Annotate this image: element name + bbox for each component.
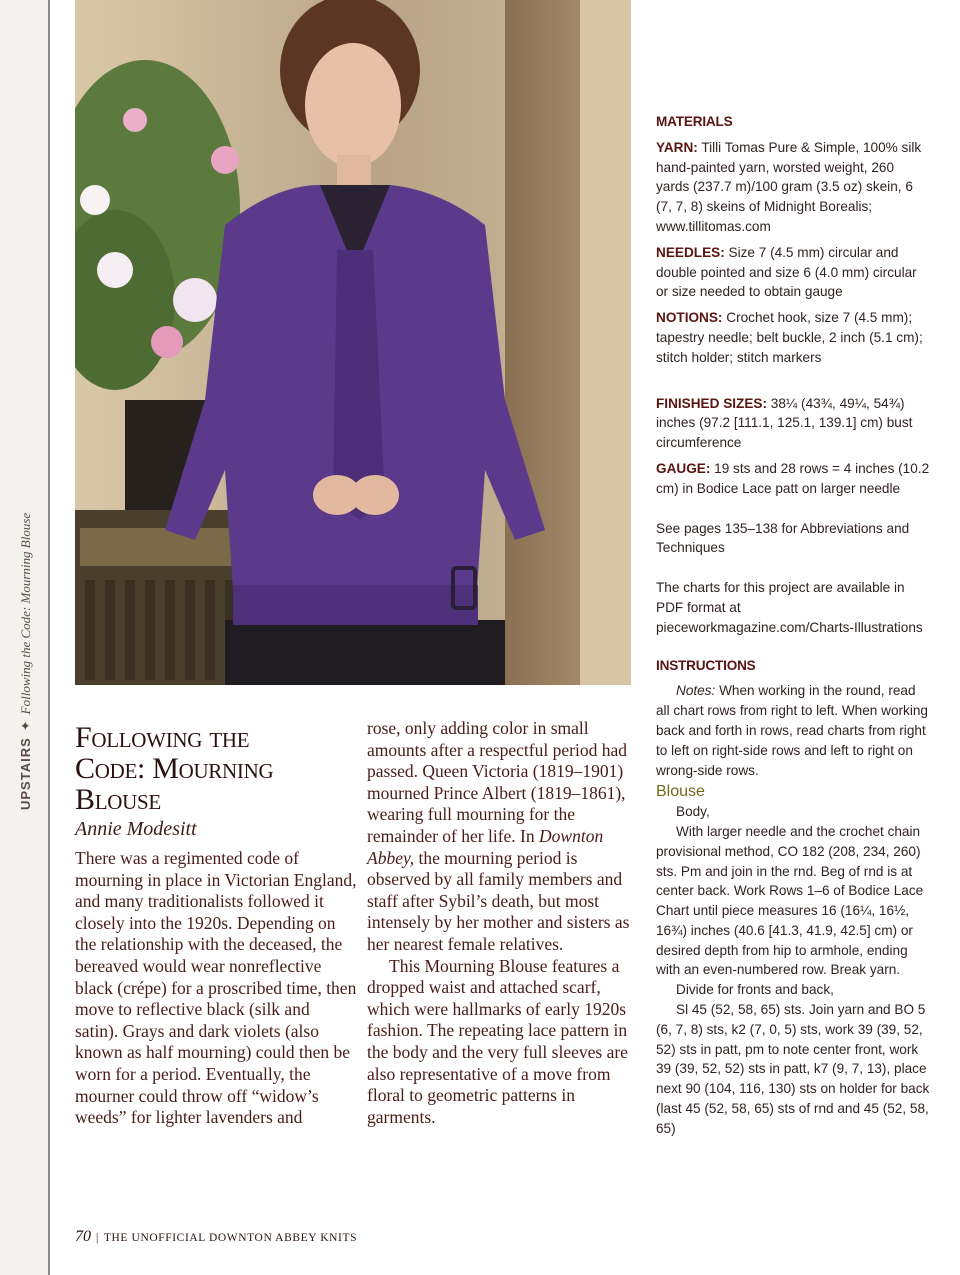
model-photo	[75, 0, 631, 685]
see-pages-note: See pages 135–138 for Abbreviations and Techniques	[656, 520, 910, 556]
gauge-label: GAUGE:	[656, 460, 711, 476]
photo-illustration	[75, 0, 631, 685]
notions-text: Crochet hook, size 7 (4.5 mm); tapestry needle; belt buckle, 2 inch (5.1 cm); stitch holder; stitch markers	[656, 310, 923, 365]
paragraph-text: rose, only adding color in small amounts after a respectful period had passed. Queen Victoria (1819–1901) mourned Prince Albert (1819–1861), wearing full mourning for the remainder of her life. In	[367, 718, 627, 846]
article-title	[75, 722, 350, 815]
show-title: Downton Abbey,	[367, 825, 604, 868]
sizes-spec	[656, 394, 931, 453]
page-number: 70	[75, 1228, 91, 1245]
paragraph-text: the mourning period is observed by all family members and staff after Sybil’s death, but most intensely by her mother and sisters as her nearest female relatives.	[367, 847, 630, 954]
article-paragraph: This Mourning Blouse features a dropped waist and attached scarf, which were hallmarks of early 1920s fashion. The repeating lace pattern in the body and the very full sleeves are also representative of a move from floral to geometric patterns in garments.	[367, 955, 628, 1127]
notes-paragraph	[656, 681, 931, 780]
title-line: Following the	[75, 721, 250, 754]
notes-label: Notes:	[676, 683, 716, 699]
yarn-label: YARN:	[656, 139, 698, 155]
running-head	[18, 513, 34, 810]
yarn-text: Tilli Tomas Pure & Simple, 100% silk hand-painted yarn, worsted weight, 260 yards (237.7 m)/100 gram (3.5 oz) skein, 6 (7, 7, 8) skeins of Midnight Borealis; www.tillitomas.com	[656, 139, 922, 234]
body-instructions: With larger needle and the crochet chain provisional method, CO 182 (208, 234, 260) sts. Pm and join in the rnd. Beg of rnd is at center back. Work Rows 1–6 of Bodice Lace Chart until piece measures 16 (16¼, 16½, 16¾) inches (40.6 [41.3, 41.9, 42.5] cm) or desired depth from hip to armhole, ending with an even-numbered row. Break yarn.	[656, 823, 924, 978]
materials-heading: MATERIALS	[656, 114, 733, 129]
divide-heading: Divide for fronts and back,	[676, 982, 834, 998]
instructions-heading: INSTRUCTIONS	[656, 657, 756, 673]
notions-label: NOTIONS:	[656, 310, 723, 326]
sizes-label: FINISHED SIZES:	[656, 395, 768, 411]
body-heading: Body,	[676, 804, 710, 820]
blouse-heading: Blouse	[656, 783, 705, 801]
page-footer	[75, 1228, 357, 1246]
book-title: THE UNOFFICIAL DOWNTON ABBEY KNITS	[103, 1232, 358, 1244]
article-paragraph: There was a regimented code of mourning in place in Victorian England, and many traditionalists followed it closely into the 1920s. Depending on the relationship with the deceased, the bereaved would wear nonreflective black (crépe) for a proscribed time, then move to reflective black (silk and satin). Grays and dark violets (also known as half mourning) could then be worn for a period. Eventually, the mourner could throw off “widow’s weeds” for lighter lavenders and	[75, 848, 357, 1128]
needles-label: NEEDLES:	[656, 244, 725, 260]
author-byline: Annie Modesitt	[75, 818, 197, 840]
diamond-separator-icon: ✦	[18, 720, 33, 732]
gauge-text: 19 sts and 28 rows = 4 inches (10.2 cm) in Bodice Lace patt on larger needle	[656, 460, 930, 496]
charts-note: The charts for this project are available in PDF format at pieceworkmagazine.com/Charts-Illustrations	[656, 580, 923, 635]
section-label: UPSTAIRS	[18, 737, 33, 810]
divide-instructions: Sl 45 (52, 58, 65) sts. Join yarn and BO 5 (6, 7, 8) sts, k2 (7, 0, 5) sts, work 39 (39, 52, 52) sts in patt, pm to note center front, work 39 (39, 52, 52) sts in patt, k7 (9, 7, 13), place next 90 (104, 116, 130) sts on holder for back (last 45 (52, 58, 65) sts of rnd and 45 (52, 58, 65)	[656, 1002, 930, 1136]
title-line: Code: Mourning	[75, 752, 274, 785]
notes-text: When working in the round, read all chart rows from right to left. When working back and forth in rows, read charts from right to left on right-side rows and left to right on wrong-side rows.	[656, 683, 928, 778]
needles-spec	[656, 243, 931, 302]
article-column-1	[75, 848, 357, 1129]
article-column-2	[367, 718, 632, 1128]
pattern-details	[656, 112, 931, 1139]
notions-spec	[656, 308, 931, 367]
sizes-text: 38¼ (43¾, 49¼, 54¾) inches (97.2 [111.1, 125.1, 139.1] cm) bust circumference	[656, 395, 913, 451]
article-paragraph	[367, 718, 632, 956]
gauge-spec	[656, 459, 931, 499]
title-line: Blouse	[75, 783, 161, 816]
needles-text: Size 7 (4.5 mm) circular and double pointed and size 6 (4.0 mm) circular or size needed to obtain gauge	[656, 244, 917, 300]
yarn-spec	[656, 138, 931, 237]
chapter-title: Following the Code: Mourning Blouse	[18, 512, 33, 715]
spine-divider	[48, 0, 50, 1275]
footer-divider: |	[96, 1232, 99, 1244]
